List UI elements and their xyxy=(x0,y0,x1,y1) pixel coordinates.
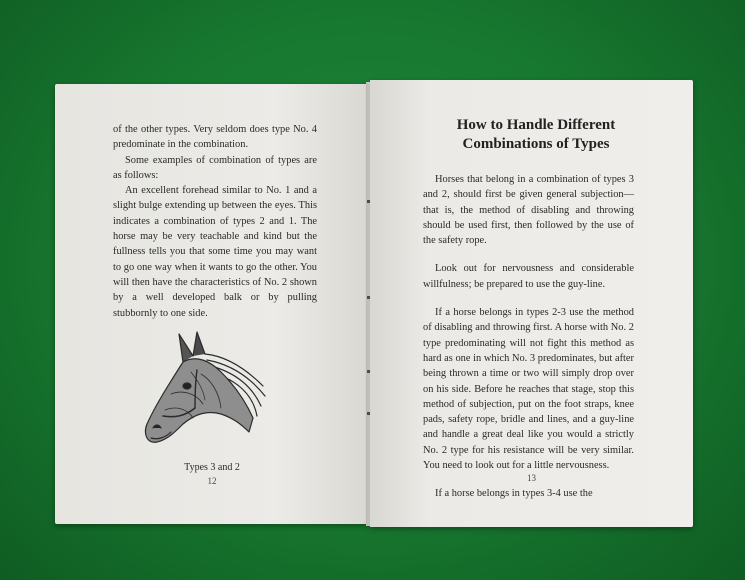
chapter-title-line: Combinations of Types xyxy=(462,136,610,152)
paragraph: An excellent forehead similar to No. 1 and a slight bulge extending up between the eyes. This indicates a combination of types 2 and 1. The horse may be very teachable and kind but the fullness tells you that some time you may want to go one way when it wants to go the other. You will then have the characteristics of No. 2 shown by a well developed balk or by pulling stubbornly to one side. xyxy=(113,185,317,319)
paragraph: Look out for nervousness and considerable willfulness; be prepared to use the guy-line. xyxy=(423,263,634,290)
page-number: 12 xyxy=(207,476,217,486)
chapter-title-line: How to Handle Different xyxy=(456,117,616,133)
figure-caption: Types 3 and 2 xyxy=(184,462,240,473)
paragraph: Some examples of combination of types are as follows: xyxy=(113,154,317,181)
paragraph: If a horse belongs in types 2-3 use the method of disabling and throwing first. A horse with No. 2 type predominating will not fight this method as hard as one in which No. 3 predominates, but after being thrown a time or two will simply drop over on his side. Before he reaches that stage, stop this method of subjection, put on the foot straps, knee pads, safety rope, bridle and lines, and a guy-line and handle a great deal like you would a strictly No. 2 type for his resistance will be very similar. You need to look out for a little nervousness. xyxy=(423,307,634,472)
left-page-text xyxy=(113,122,317,321)
chapter-title xyxy=(416,116,656,154)
paragraph: Horses that belong in a combination of types 3 and 2, should first be given general subjection—that is, the method of disabling and throwing should be used first, then followed by the use of the safety rope. xyxy=(423,174,634,247)
horse-head-illustration xyxy=(141,314,281,454)
paragraph: If a horse belongs in types 3-4 use the xyxy=(435,488,593,500)
page-number: 13 xyxy=(527,473,536,483)
paragraph: of the other types. Very seldom does type No. 4 predominate in the combination. xyxy=(113,124,317,151)
left-page xyxy=(55,84,369,524)
right-page xyxy=(370,80,693,527)
right-page-text xyxy=(423,172,634,502)
